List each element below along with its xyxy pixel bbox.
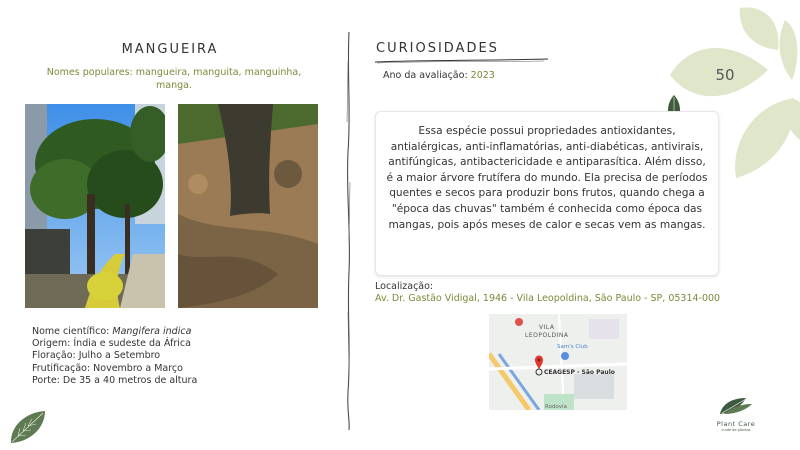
trunk-photo bbox=[178, 104, 318, 308]
flowering-row: Floração: Julho a Setembro bbox=[32, 350, 161, 362]
year-value: 2023 bbox=[470, 70, 495, 81]
page-number-badge: 50 bbox=[715, 66, 735, 84]
location-address: Av. Dr. Gastão Vidigal, 1946 - Vila Leopoldina, São Paulo - SP, 05314-000 bbox=[375, 293, 721, 304]
scientific-name-value: Mangifera indica bbox=[112, 326, 192, 337]
scientific-name-label: Nome científico: bbox=[32, 326, 113, 337]
map-store-label: Sam's Club bbox=[557, 344, 588, 350]
fruiting-row: Frutificação: Novembro a Março bbox=[32, 362, 183, 374]
evaluation-year bbox=[383, 70, 495, 81]
logo-name: Plant Care bbox=[716, 420, 756, 428]
year-label: Ano da avaliação: bbox=[383, 70, 471, 81]
curiosity-text: Essa espécie possui propriedades antioxidantes, antialérgicas, anti-inflamatórias, anti-diabéticas, antivirais, antifúngicas, antibactericidade e antiparasítica. Além disso, é a maior árvore frutífera do mundo. Ela precisa de períodos quentes e secos para produzir bons frutos, quando chega a "época das chuvas" também é conhecida como época das mangas, pois após meses de calor e secas vem as mangas. bbox=[386, 125, 708, 231]
tree-photo bbox=[25, 104, 165, 308]
leaf-corner-icon bbox=[8, 408, 48, 446]
plant-care-logo bbox=[710, 396, 762, 432]
size-row: Porte: De 35 a 40 metros de altura bbox=[32, 374, 198, 386]
map-road-label: Rodovia bbox=[545, 404, 567, 410]
popular-names: Nomes populares: mangueira, manguita, manguinha, manga. bbox=[46, 67, 302, 91]
origin-row: Origem: Índia e sudeste da África bbox=[32, 338, 191, 350]
map-pin-label: CEAGESP - São Paulo bbox=[544, 369, 615, 376]
location-label: Localização: bbox=[375, 281, 434, 292]
map-district-label: VILA bbox=[539, 324, 555, 331]
species-title: MANGUEIRA bbox=[121, 42, 219, 57]
title-underline bbox=[374, 58, 549, 64]
map-district-label-2: LEOPOLDINA bbox=[525, 332, 569, 339]
plant-care-leaf-icon bbox=[716, 396, 756, 416]
curiosity-card bbox=[375, 111, 719, 276]
location-map[interactable] bbox=[489, 314, 627, 410]
species-info bbox=[32, 326, 197, 387]
scientific-name-row bbox=[32, 326, 197, 338]
column-divider bbox=[343, 32, 355, 430]
logo-tagline: cuide de plantas bbox=[721, 428, 751, 432]
curiosities-title: CURIOSIDADES bbox=[376, 41, 499, 56]
